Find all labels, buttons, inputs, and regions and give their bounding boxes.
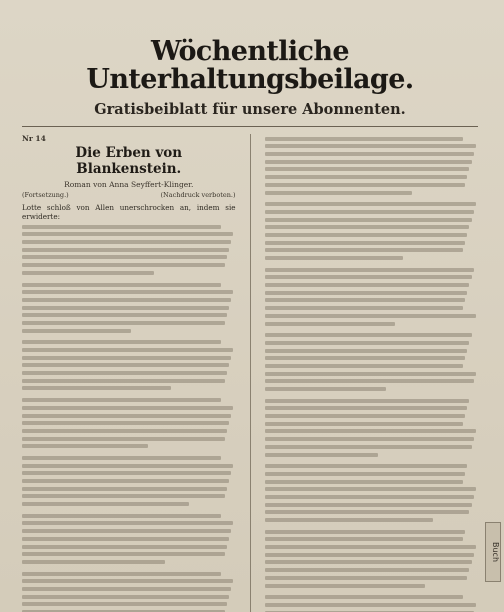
right-column: [265, 134, 479, 612]
text-line: [22, 595, 229, 599]
text-line: [22, 479, 229, 483]
text-line: [22, 444, 148, 448]
text-line: [265, 576, 468, 580]
text-line: [22, 225, 221, 229]
story-opening: Lotte schloß von Allen unerschrocken an, indem sie erwiderte:: [22, 202, 236, 222]
text-line: [22, 283, 221, 287]
masthead-title: Wöchentliche Unterhaltungsbeilage.: [86, 36, 414, 96]
text-line: [265, 167, 470, 171]
text-line: [22, 321, 225, 325]
text-line: [22, 487, 227, 491]
text-line: [265, 584, 425, 588]
text-line: [265, 379, 474, 383]
text-line: [22, 398, 221, 402]
header-rule: [22, 126, 478, 127]
text-line: [22, 406, 233, 410]
text-line: [265, 356, 466, 360]
continuation-note: (Fortsetzung.): [22, 190, 69, 199]
text-line: [265, 503, 472, 507]
text-line: [265, 518, 434, 522]
text-line: [22, 514, 221, 518]
text-line: [265, 268, 474, 272]
text-line: [265, 191, 412, 195]
text-line: [22, 379, 225, 383]
text-line: [22, 560, 165, 564]
side-tab: Buch: [485, 522, 501, 582]
text-line: [22, 587, 231, 591]
text-line: [265, 144, 476, 148]
text-line: [22, 386, 171, 390]
text-line: [22, 502, 189, 506]
story-title: Die Erben von Blankenstein.: [75, 144, 183, 177]
text-line: [22, 263, 225, 267]
text-line: [265, 283, 470, 287]
text-line: [22, 290, 233, 294]
text-line: [265, 595, 464, 599]
text-line: [265, 553, 474, 557]
text-line: [265, 480, 464, 484]
text-line: [265, 453, 378, 457]
left-column-text: [22, 225, 236, 612]
text-line: [265, 560, 472, 564]
text-line: [265, 233, 468, 237]
text-line: [265, 387, 387, 391]
text-line: [22, 429, 227, 433]
text-line: [265, 568, 470, 572]
text-line: [265, 333, 472, 337]
text-line: [265, 256, 404, 260]
text-line: [22, 298, 231, 302]
text-line: [265, 322, 395, 326]
text-line: [265, 218, 472, 222]
text-line: [22, 494, 225, 498]
text-line: [265, 241, 466, 245]
text-line: [265, 314, 476, 318]
text-line: [265, 225, 470, 229]
text-line: [22, 521, 233, 525]
text-line: [22, 545, 227, 549]
text-line: [265, 160, 472, 164]
text-line: [265, 487, 476, 491]
text-line: [265, 210, 474, 214]
text-line: [265, 152, 474, 156]
text-line: [265, 298, 466, 302]
right-column-text: [265, 137, 479, 612]
text-line: [22, 572, 221, 576]
text-line: [265, 445, 472, 449]
text-line: [265, 275, 472, 279]
masthead-subtitle: Gratisbeiblatt für unsere Abonnenten.: [94, 100, 406, 118]
text-line: [22, 537, 229, 541]
text-line: [22, 348, 233, 352]
text-line: [22, 456, 221, 460]
text-line: [265, 530, 466, 534]
text-line: [22, 340, 221, 344]
text-line: [265, 341, 470, 345]
text-line: [22, 602, 227, 606]
text-line: [265, 248, 464, 252]
story-meta: [22, 191, 236, 199]
text-line: [22, 464, 233, 468]
text-line: [265, 537, 464, 541]
text-line: [265, 422, 464, 426]
text-line: [22, 329, 131, 333]
text-line: [22, 421, 229, 425]
text-line: [22, 248, 229, 252]
text-line: [265, 495, 474, 499]
text-line: [265, 510, 470, 514]
text-line: [22, 437, 225, 441]
text-line: [22, 471, 231, 475]
text-line: [22, 306, 229, 310]
text-line: [265, 437, 474, 441]
text-line: [22, 240, 231, 244]
text-line: [22, 579, 233, 583]
text-line: [22, 271, 154, 275]
text-line: [22, 356, 231, 360]
text-line: [22, 552, 225, 556]
text-line: [22, 232, 233, 236]
text-line: [265, 137, 464, 141]
text-line: [22, 371, 227, 375]
reprint-notice: (Nachdruck verboten.): [160, 190, 236, 199]
text-line: [265, 414, 466, 418]
text-line: [265, 364, 464, 368]
text-line: [22, 255, 227, 259]
left-column: [22, 134, 236, 612]
text-line: [265, 603, 476, 607]
issue-number: Nr 14: [22, 133, 46, 143]
column-divider: [250, 134, 251, 612]
text-line: [265, 349, 468, 353]
text-line: [265, 372, 476, 376]
text-line: [22, 529, 231, 533]
text-line: [265, 175, 468, 179]
text-line: [265, 545, 476, 549]
text-line: [22, 313, 227, 317]
text-line: [22, 363, 229, 367]
story-author: Roman von Anna Seyffert-Klinger.: [64, 179, 194, 189]
text-line: [265, 472, 466, 476]
text-line: [265, 464, 468, 468]
text-line: [265, 429, 476, 433]
text-line: [22, 414, 231, 418]
text-line: [265, 306, 464, 310]
text-line: [265, 183, 466, 187]
text-line: [265, 399, 470, 403]
text-line: [265, 406, 468, 410]
text-line: [265, 202, 476, 206]
article-columns: [22, 134, 478, 612]
text-line: [265, 291, 468, 295]
